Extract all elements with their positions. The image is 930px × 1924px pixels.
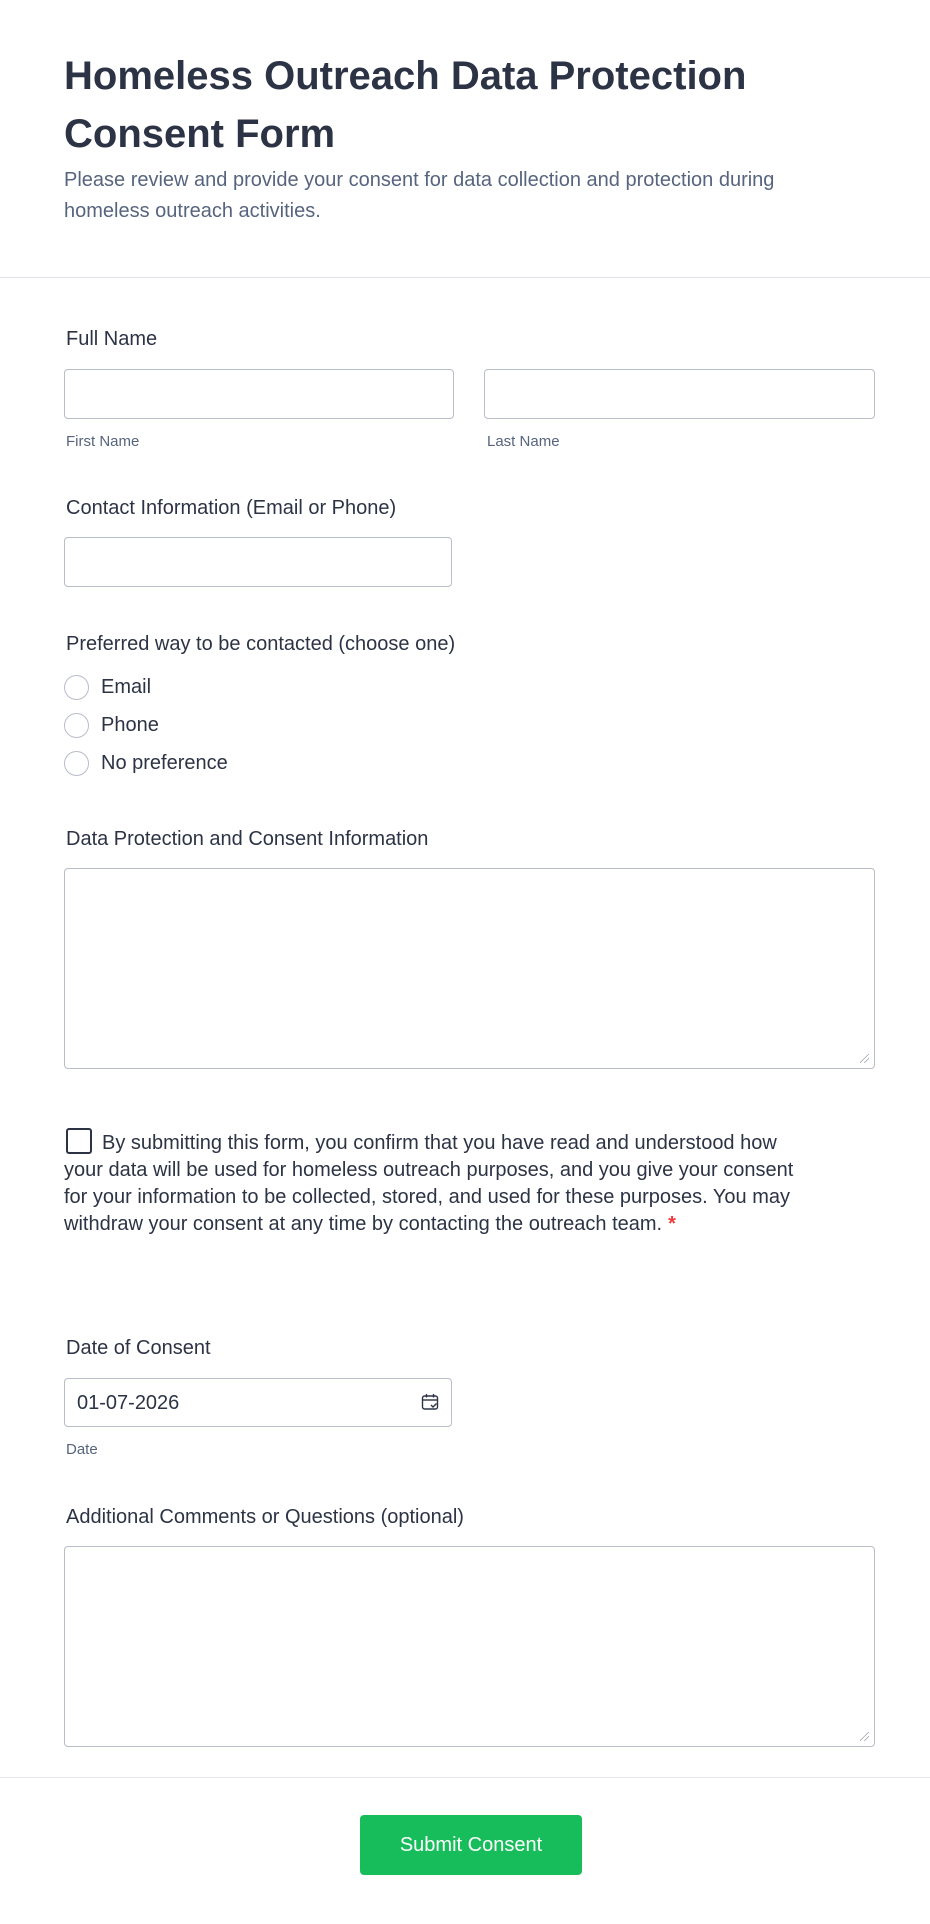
date-input[interactable]	[64, 1378, 452, 1427]
consent-block	[64, 1128, 804, 1238]
preferred-contact-label: Preferred way to be contacted (choose one)	[66, 633, 456, 655]
radio-label: Email	[101, 675, 152, 698]
required-asterisk: *	[668, 1213, 676, 1235]
consent-checkbox[interactable]	[66, 1128, 92, 1154]
first-name-sublabel: First Name	[66, 433, 140, 450]
radio-option-no-preference[interactable]	[64, 749, 228, 777]
full-name-label: Full Name	[66, 328, 158, 350]
consent-text: By submitting this form, you confirm that you have read and understood how your data will be used for homeless outreach purposes, and you give your consent for your information to be collected, stored, and used for these purposes. You may withdraw your consent at any time by contacting the outreach team.	[64, 1132, 794, 1235]
radio-button[interactable]	[64, 713, 89, 738]
data-protection-textarea[interactable]	[64, 868, 875, 1069]
submit-button[interactable]: Submit Consent	[360, 1815, 582, 1875]
form-header	[0, 0, 930, 278]
first-name-input[interactable]	[64, 369, 454, 419]
date-label: Date of Consent	[66, 1337, 211, 1359]
form-title: Homeless Outreach Data Protection Consent Form	[64, 54, 747, 156]
radio-option-email[interactable]	[64, 673, 151, 701]
comments-textarea[interactable]	[64, 1546, 875, 1747]
last-name-input[interactable]	[484, 369, 875, 419]
resize-grip-icon[interactable]	[860, 1054, 869, 1063]
radio-label: No preference	[101, 751, 228, 774]
resize-grip-icon[interactable]	[860, 1732, 869, 1741]
calendar-icon[interactable]	[421, 1393, 439, 1411]
contact-input[interactable]	[64, 537, 452, 587]
form-subtitle: Please review and provide your consent for data collection and protection during homeless outreach activities.	[64, 169, 775, 222]
contact-label: Contact Information (Email or Phone)	[66, 497, 397, 519]
radio-button[interactable]	[64, 751, 89, 776]
radio-button[interactable]	[64, 675, 89, 700]
radio-option-phone[interactable]	[64, 711, 159, 739]
date-value: 01-07-2026	[77, 1392, 180, 1414]
comments-label: Additional Comments or Questions (optional)	[66, 1506, 464, 1528]
data-protection-label: Data Protection and Consent Information	[66, 828, 429, 850]
footer-divider	[0, 1777, 930, 1778]
radio-label: Phone	[101, 713, 159, 736]
date-sublabel: Date	[66, 1441, 98, 1458]
last-name-sublabel: Last Name	[487, 433, 560, 450]
